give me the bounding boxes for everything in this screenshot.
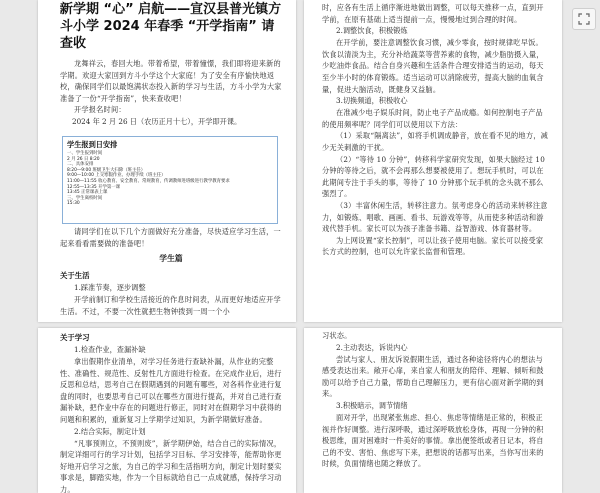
schedule-box <box>62 136 278 224</box>
schedule-adjust-paragraph: 开学前制订和学校生活接近的作息时间表，从而更好地适应开学生活。不过，不要一次性就把生物钟拨到一周一个小 <box>60 295 281 316</box>
section-title: 学生篇 <box>159 254 183 264</box>
document-page-1 <box>38 0 296 322</box>
schedule-title: 学生报到日安排 <box>67 140 118 149</box>
schedule-line: 一、学生报到时间 <box>67 151 103 156</box>
heading-study: 关于学习 <box>60 333 90 342</box>
document-page-3 <box>38 328 296 493</box>
schedule-line: 2 月 26 日 8:20 <box>67 156 100 162</box>
method-item: （1）采取“隔离法”，如将手机调成静音，放在看不见的地方，减少无关刺激的干扰。 <box>322 131 548 152</box>
plan-paragraph: “凡事预则立，不预则废”，新学期伊始，结合自己的实际情况，制定详细可行的学习计划，包括学习目标、学习安排等，能帮助你更好地开启学习之旅，为自己的学习和生活指明方向，制定计划时要实事求是，脚踏实地，作为一个目标就给自己一点成就感，保持学习动力。 <box>60 438 282 493</box>
schedule-line: 8:20—9:00 班级卫生大扫除（班主任） <box>67 167 146 173</box>
subheading: 3.积极暗示，调节情绪 <box>336 400 408 410</box>
article-title: 新学期 “心” 启航——宣汉县普光镇方斗小学 2024 年春季 “开学指南” 请查收 <box>60 2 282 51</box>
schedule-line: 15:30 <box>67 201 80 207</box>
subheading: 2.结合实际，制定计划 <box>74 426 146 436</box>
subheading: 2.调整饮食，积极锻炼 <box>336 26 408 36</box>
diet-paragraph: 在开学前，要注意调整饮食习惯，减少零食，按时规律吃早饭。饮食以清淡为主，充分补给蔬菜等营养素的食物，减少脂肪摄入量，少吃油炸食品。结合自身兴趣和生活条件合理安排适当的运动，每天至少半小时的体育锻炼。适当运动可以消除疲劳，提高大脑的血氧含量，促进大脑活动，既健身又益脑。 <box>322 38 544 94</box>
subheading: 3.切换频道，积极收心 <box>336 96 408 106</box>
devices-paragraph: 在准减少电子娱乐时间，防止电子产品成瘾。如何控制电子产品的使用频率呢？同学们可以使用以下方法： <box>322 108 543 129</box>
registration-time-label: 开学报名时间： <box>74 105 126 115</box>
heading-life: 关于生活 <box>60 271 90 281</box>
method-item: （3）丰富休闲生活，转移注意力。氛考虑身心的活动来转移注意力，如锻炼、唱歌、画画、看书、玩游戏等等，从而使多种活动和游戏代替手机。家长可以为孩子准备书籍、益智游戏、体育器材等。 <box>322 200 548 234</box>
registration-date: 2024 年 2 月 26 日（农历正月十七），开学即开课。 <box>72 116 242 126</box>
subheading: 1.踩准节奏，逐步调整 <box>74 283 146 293</box>
homework-paragraph: 拿出假期作业清单，对学习任务进行查缺补漏，从作业的完整性、准确性、规范性、反射性几方面进行检查。在完成作业后，进行反思和总结，思考自己在假期遇到的问题有哪些，对各科作业进行复盘的同时，也要思考自己可以在哪些方面进行提高，并对自己进行查漏补缺，把作业中存在的问题进行修正，同时对在假期学习中获得的问题和积累的，重新复习上学期学过知识，为新学期做好准备。 <box>60 357 282 424</box>
schedule-line: 13:45 正常课表上课 <box>67 190 108 196</box>
continued-paragraph: 习状态。 <box>322 331 352 340</box>
schedule-line: 二、具体安排 <box>67 162 94 168</box>
schedule-line: 11:00—11:55 收心教育、安全教育、常规教育，传调教师进班级进行教学教育要求 <box>67 178 230 184</box>
continued-paragraph: 时，应各有生活上循序渐进地做出调整，可以每天推移一点，直到开学前，在原有基础上适当提前一点，慢慢地过到合理的时间。 <box>322 3 544 24</box>
subheading: 2.主动表达，诉说内心 <box>336 342 408 352</box>
parent-control-paragraph: 为上网设置“家长控制”，可以让孩子使用电脑。家长可以接受家长方式的控制，也可以允许家长监督和管理。 <box>322 235 544 257</box>
fit-page-icon[interactable] <box>572 8 596 30</box>
document-page-2 <box>304 0 562 322</box>
schedule-line: 9:00—10:00 上交寒假作业、办理手续（班主任） <box>67 173 166 179</box>
method-item: （2）“等待 10 分钟”，转移科学家研究发现，如果大脑经过 10 分钟的等待之后，就不会再那么想要被使用了。想玩手机时，可以在此期间专注于手头的事，等待了 10 分钟那个玩手机的念头就不那么强烈了。 <box>322 154 545 199</box>
schedule-line: 12:55—13:35 开学第一课 <box>67 184 121 190</box>
emotion-paragraph: 面对开学，出现紧张焦虑、担心、焦虑等情绪是正常的，积极正视并作好调整。进行深呼吸，通过深呼吸放松身体，再现一分钟的积极思维，面对困难时一件美好的事情。拿出便签纸或者日记本，将自己的不安、害怕、焦虑写下来，把想说的话都写出来，当你写出来的时候，负面情绪也随之释放了。 <box>322 412 544 469</box>
subheading: 1.检查作业，查漏补缺 <box>74 345 146 354</box>
document-page-4 <box>304 328 562 493</box>
express-paragraph: 尝试与家人、朋友诉说假期生活，通过各种途径将内心的想法与感受表达出来。敞开心扉，来自家人和朋友的陪伴、理解、倾听和鼓励可以给予自己力量，帮助自己理解压力，更有信心面对新学期的到来。 <box>322 354 544 399</box>
schedule-line: 三、学生离校时间 <box>67 195 103 201</box>
preparation-paragraph: 请同学们在以下几个方面做好充分准备，尽快适应学习生活，一起来看看需要做的准备吧！ <box>60 227 281 248</box>
intro-paragraph: 龙舞祥云，春回大地。带着希望，带着憧憬，我们即将迎来新的学期。欢迎大家回到方斗小学这个大家庭！为了安全有序愉快地返校，确保同学们以最饱满状态投入新的学习与生活，方斗小学为大家准备了一份“开学指南”，快来查收吧！ <box>60 59 282 103</box>
